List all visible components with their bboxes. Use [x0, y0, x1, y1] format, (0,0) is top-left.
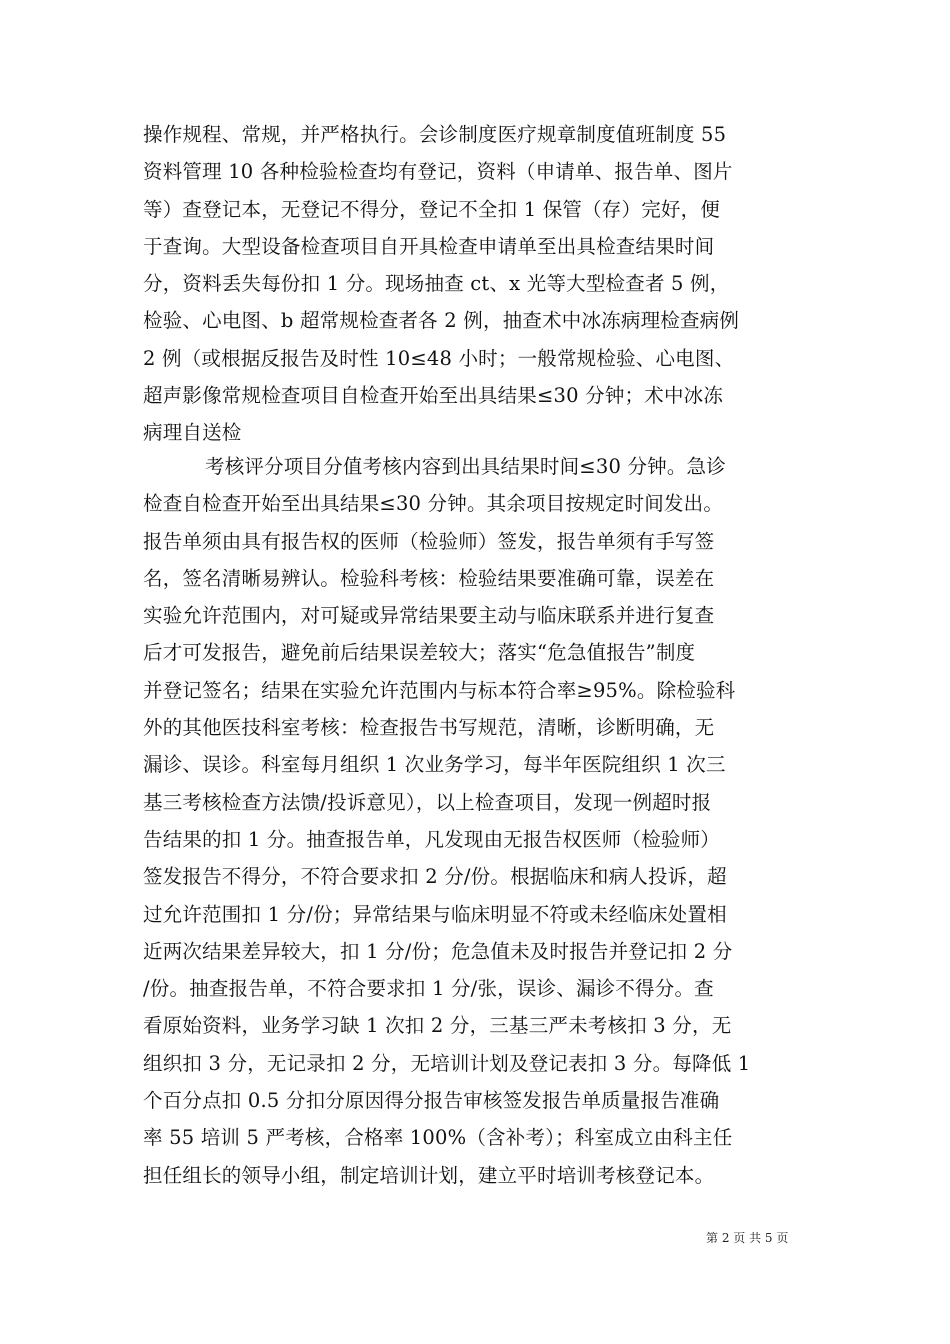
text-line: 超声影像常规检查项目自检查开始至出具结果≤30 分钟；术中冰冻: [143, 384, 724, 408]
text-line: 并登记签名；结果在实验允许范围内与标本符合率≥95%。除检验科: [143, 678, 736, 702]
text-line: 看原始资料，业务学习缺 1 次扣 2 分，三基三严未考核扣 3 分，无: [143, 1014, 732, 1038]
text-line: 资料管理 10 各种检验检查均有登记，资料（申请单、报告单、图片: [143, 160, 733, 184]
text-line: 于查询。大型设备检查项目自开具检查申请单至出具检查结果时间: [143, 234, 715, 258]
text-line: 漏诊、误诊。科室每月组织 1 次业务学习，每半年医院组织 1 次三: [143, 753, 726, 777]
text-line: 告结果的扣 1 分。抽查报告单，凡发现由无报告权医师（检验师）: [143, 827, 721, 851]
text-line: 后才可发报告，避免前后结果误差较大；落实“危急值报告”制度: [143, 641, 696, 665]
text-line: 2 例（或根据反报告及时性 10≤48 小时；一般常规检验、心电图、: [143, 346, 735, 370]
text-line: 报告单须由具有报告权的医师（检验师）签发，报告单须有手写签: [143, 529, 715, 553]
text-line: 实验允许范围内，对可疑或异常结果要主动与临床联系并进行复查: [143, 604, 715, 628]
text-line: 分，资料丢失每份扣 1 分。现场抽查 ct、x 光等大型检查者 5 例，: [143, 272, 730, 296]
text-line: 近两次结果差异较大，扣 1 分/份；危急值未及时报告并登记扣 2 分: [143, 939, 733, 963]
text-line: 率 55 培训 5 严考核，合格率 100%（含补考）；科室成立由科主任: [143, 1126, 733, 1150]
text-line: 名，签名清晰易辨认。检验科考核：检验结果要准确可靠，误差在: [143, 566, 715, 590]
text-line: 外的其他医技科室考核：检查报告书写规范，清晰，诊断明确，无: [143, 716, 715, 740]
text-line: 等）查登记本，无登记不得分，登记不全扣 1 保管（存）完好，便: [143, 197, 721, 221]
text-line: 操作规程、常规，并严格执行。会诊制度医疗规章制度值班制度 55: [143, 123, 727, 146]
text-line: 考核评分项目分值考核内容到出具结果时间≤30 分钟。急诊: [205, 455, 726, 478]
page-footer: 第 2 页 共 5 页: [706, 1231, 789, 1245]
text-line: 个百分点扣 0.5 分扣分原因得分报告审核签发报告单质量报告准确: [143, 1089, 720, 1113]
paragraph-1: [143, 116, 808, 452]
text-line: /份。抽查报告单，不符合要求扣 1 分/张，误诊、漏诊不得分。查: [143, 977, 714, 1001]
text-line: 检验、心电图、b 超常规检查者各 2 例，抽查术中冰冻病理检查病例: [143, 309, 740, 333]
text-line: 担任组长的领导小组，制定培训计划，建立平时培训考核登记本。: [143, 1163, 715, 1187]
text-line: 病理自送检: [143, 421, 242, 445]
text-line: 签发报告不得分，不符合要求扣 2 分/份。根据临床和病人投诉，超: [143, 865, 727, 889]
text-line: 过允许范围扣 1 分/份；异常结果与临床明显不符或未经临床处置相: [143, 902, 727, 926]
text-line: 组织扣 3 分，无记录扣 2 分，无培训计划及登记表扣 3 分。每降低 1: [143, 1051, 751, 1075]
text-line: 基三考核检查方法馈/投诉意见），以上检查项目，发现一例超时报: [143, 790, 712, 814]
paragraph-2: [143, 448, 808, 1194]
text-line: 检查自检查开始至出具结果≤30 分钟。其余项目按规定时间发出。: [143, 492, 724, 516]
